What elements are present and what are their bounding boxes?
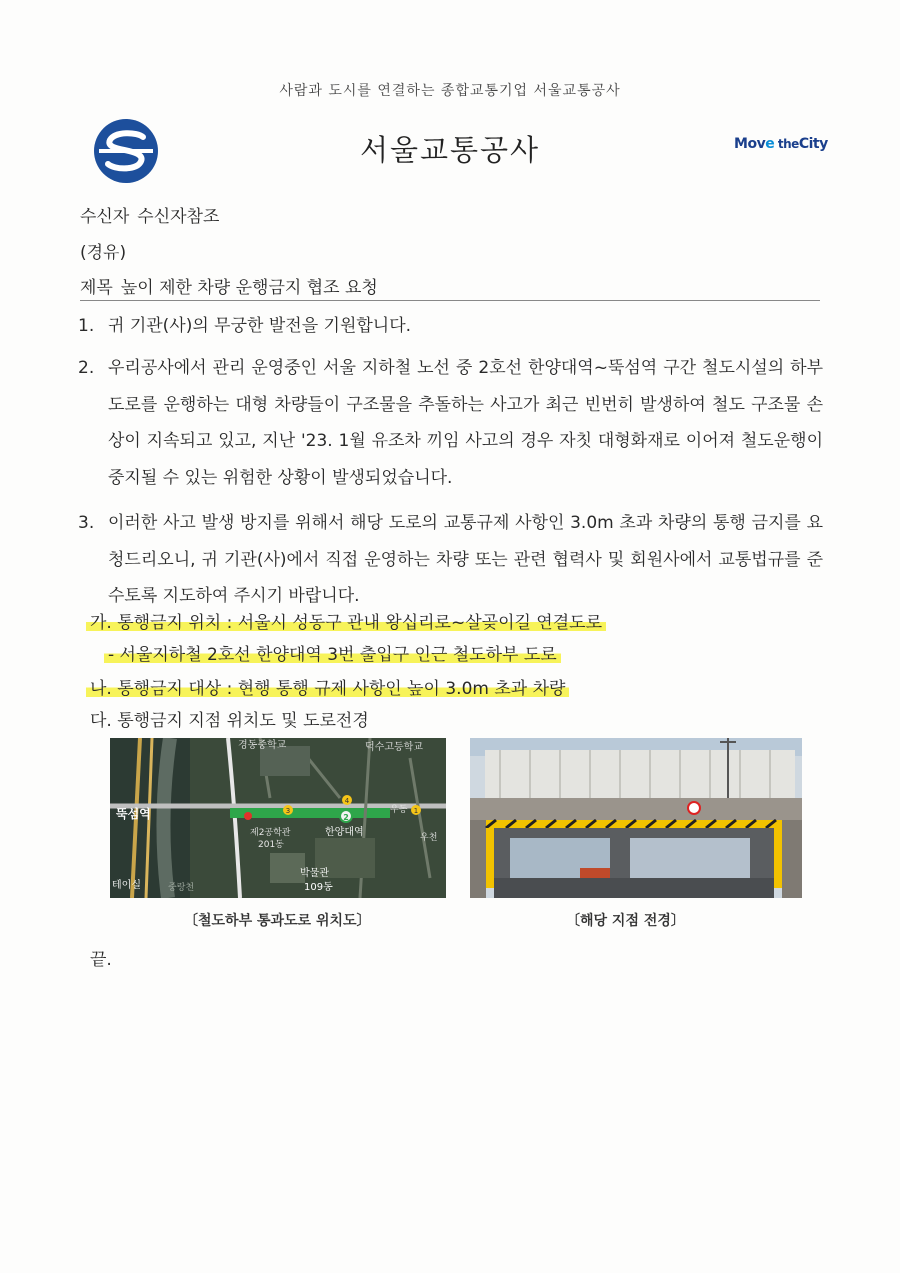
- item-ga-location: 가. 통행금지 위치 : 서울시 성동구 관내 왕십리로~살곶이길 연결도로: [86, 608, 606, 633]
- item-da-figures: 다. 통행금지 지점 위치도 및 도로전경: [90, 711, 369, 731]
- brand-slogan-logo: [734, 136, 828, 152]
- location-map-image: [110, 738, 446, 898]
- recipient-label: 수신자: [80, 207, 130, 227]
- brand-the: the: [774, 137, 799, 151]
- location-map: [110, 738, 446, 898]
- brand-v: v: [756, 136, 766, 152]
- subject-field: [80, 273, 378, 298]
- header-divider: [80, 300, 820, 301]
- paragraph-3-number: 3.: [78, 513, 95, 533]
- slogan: 사람과 도시를 연결하는 종합교통기업 서울교통공사: [279, 83, 621, 99]
- map-marker-3: 3: [285, 807, 291, 815]
- map-label-ucheon: 우천: [420, 833, 438, 843]
- site-photo-image: [470, 738, 802, 898]
- recipient-field: [80, 202, 219, 227]
- site-photo: [470, 738, 802, 898]
- paragraph-1: [78, 308, 823, 345]
- org-title: 서울교통공사: [359, 133, 541, 167]
- map-label-building1-num: 201동: [258, 840, 284, 850]
- item-na-target: 나. 통행금지 대상 : 현행 통행 규제 사항인 높이 3.0m 초과 차량: [86, 674, 569, 699]
- map-label-hanyang: 한양대역: [325, 827, 364, 838]
- item-ga-sub-location: - 서울지하철 2호선 한양대역 3번 출입구 인근 철도하부 도로: [104, 640, 561, 665]
- paragraph-3: [78, 505, 823, 615]
- map-label-dong: 우동: [390, 805, 408, 815]
- map-label-jungnang: 중랑천: [168, 883, 195, 893]
- subject-label: 제목: [80, 278, 113, 298]
- end-mark: 끝.: [90, 950, 112, 970]
- paragraph-1-text: 귀 기관(사)의 무궁한 발전을 기원합니다.: [108, 316, 412, 336]
- brand-e: e: [765, 136, 775, 152]
- recipient-value: 수신자참조: [137, 207, 220, 227]
- map-caption: 〔철도하부 통과도로 위치도〕: [184, 913, 371, 929]
- subject-value: 높이 제한 차량 운행금지 협조 요청: [120, 278, 378, 298]
- paragraph-2-text: 우리공사에서 관리 운영중인 서울 지하철 노선 중 2호선 한양대역~뚝섬역 구간 철도시설의 하부 도로를 운행하는 대형 차량들이 구조물을 추돌하는 사고가 최근 빈번히 발생하여 철도 구조물 손상이 지속되고 있고, 지난 '23. 1월 유조차 끼임 사고의 경우 자칫 대형화재로 이어져 철도운행이 중지될 수 있는 위험한 상황이 발생되었습니다.: [108, 358, 823, 488]
- paragraph-2: [78, 350, 823, 496]
- paragraph-1-number: 1.: [78, 316, 95, 336]
- map-label-school2: 덕수고등학교: [365, 742, 423, 753]
- map-marker-1: 1: [413, 807, 419, 815]
- map-label-museum-num: 109동: [304, 882, 333, 893]
- map-label-school: 경동중학교: [238, 740, 287, 751]
- map-marker-2: 2: [343, 813, 349, 822]
- brand-m: M: [734, 136, 748, 152]
- map-marker-4: 4: [344, 797, 350, 805]
- brand-o: o: [747, 136, 757, 152]
- paragraph-2-number: 2.: [78, 358, 95, 378]
- map-label-ttukseom: 뚝섬역: [116, 807, 151, 821]
- map-label-taeisil: 테이실: [112, 880, 141, 891]
- via-field: (경유): [80, 243, 127, 263]
- paragraph-3-text: 이러한 사고 발생 방지를 위해서 해당 도로의 교통규제 사항인 3.0m 초과 차량의 통행 금지를 요청드리오니, 귀 기관(사)에서 직접 운영하는 차량 또는 관련 협력사 및 회원사에서 교통법규를 준수토록 지도하여 주시기 바랍니다.: [108, 513, 823, 606]
- photo-caption: 〔해당 지점 전경〕: [566, 913, 685, 929]
- map-label-museum: 박물관: [300, 868, 329, 879]
- brand-city: City: [798, 136, 828, 152]
- map-label-building1: 제2공학관: [250, 828, 291, 838]
